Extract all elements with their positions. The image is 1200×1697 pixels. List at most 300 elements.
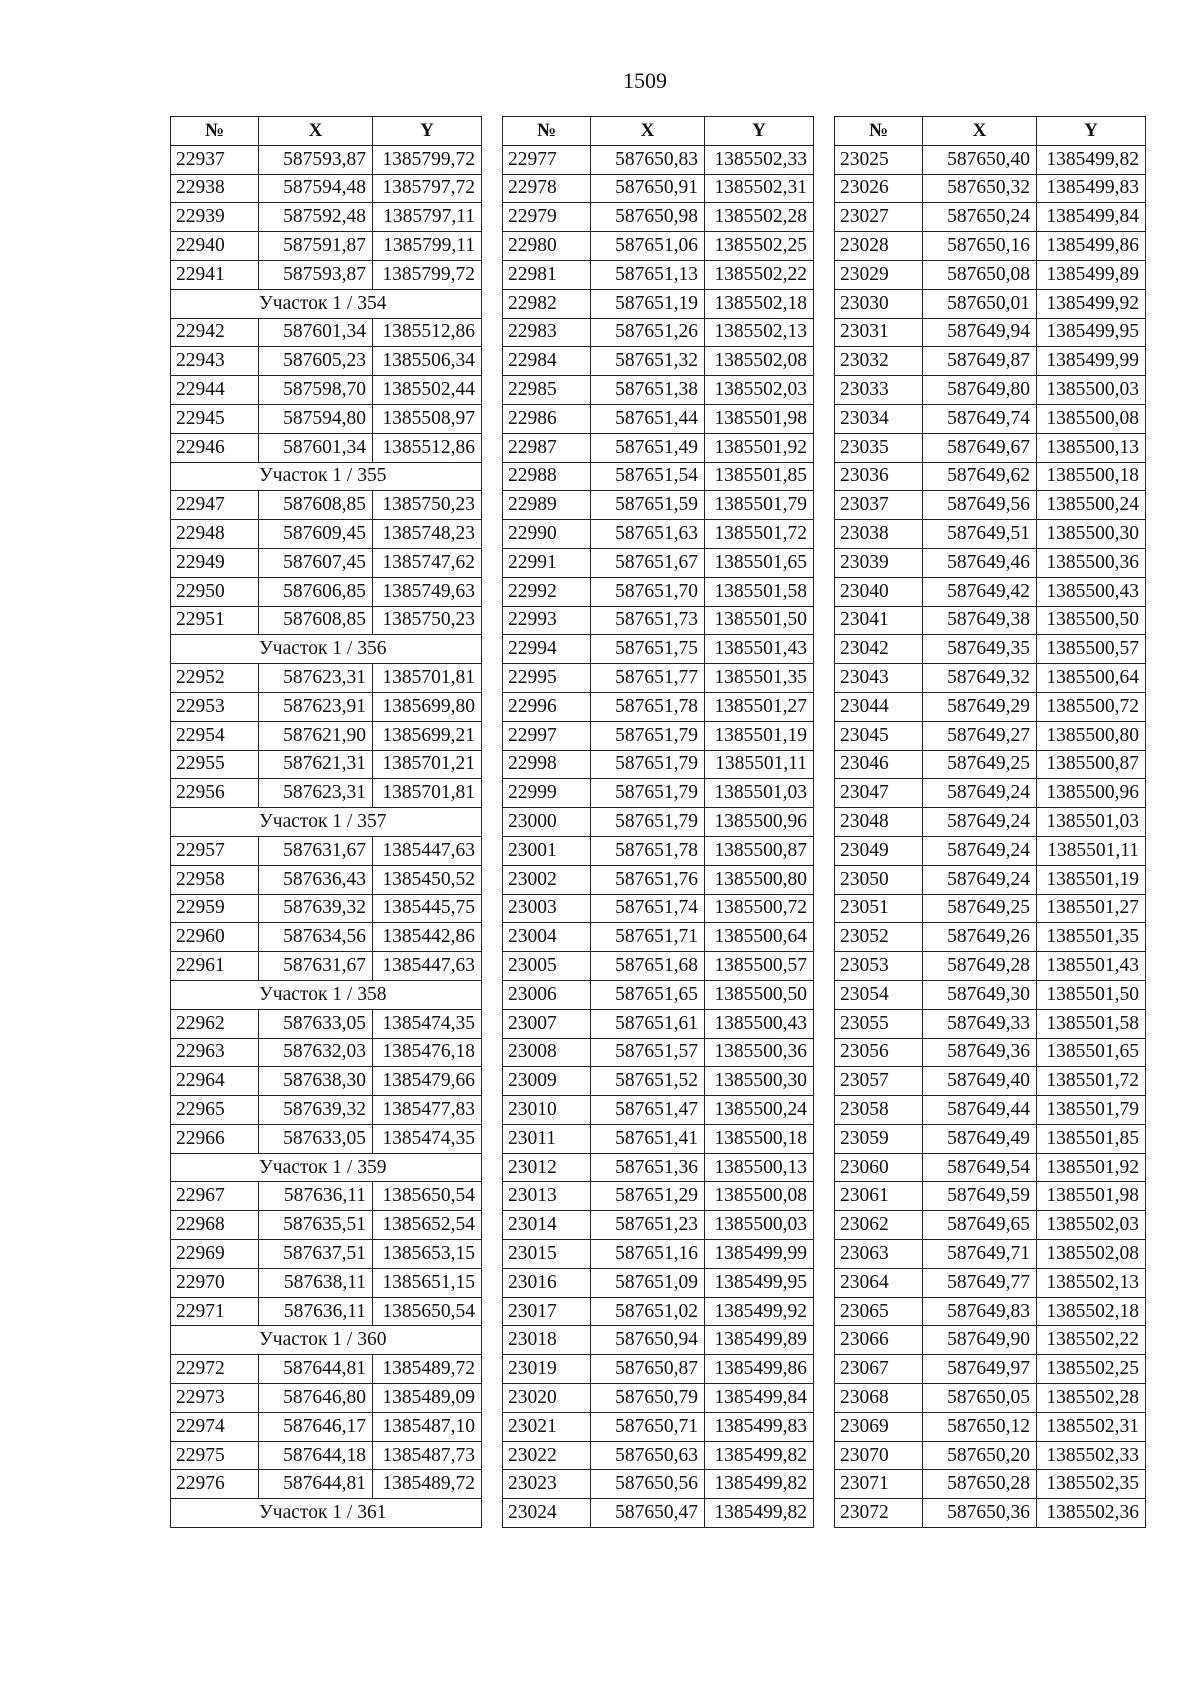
point-number-cell: 23012: [503, 1153, 591, 1182]
point-number-cell: 22963: [171, 1038, 259, 1067]
table-row: [503, 347, 814, 376]
point-number-cell: 22994: [503, 635, 591, 664]
y-coordinate-cell: 1385499,84: [1037, 203, 1146, 232]
point-number-cell: 23035: [835, 433, 923, 462]
x-coordinate-cell: 587593,87: [259, 260, 373, 289]
table-row: [835, 808, 1146, 837]
point-number-cell: 23015: [503, 1240, 591, 1269]
point-number-cell: 22995: [503, 664, 591, 693]
point-number-cell: 22948: [171, 520, 259, 549]
x-coordinate-cell: 587651,79: [591, 779, 705, 808]
y-coordinate-cell: 1385501,35: [1037, 923, 1146, 952]
point-number-cell: 22959: [171, 894, 259, 923]
table-row: [835, 145, 1146, 174]
x-coordinate-cell: 587649,71: [923, 1240, 1037, 1269]
x-coordinate-cell: 587632,03: [259, 1038, 373, 1067]
y-coordinate-cell: 1385501,50: [705, 606, 814, 635]
point-number-cell: 23025: [835, 145, 923, 174]
y-coordinate-cell: 1385699,80: [373, 692, 482, 721]
point-number-cell: 23042: [835, 635, 923, 664]
y-coordinate-cell: 1385499,95: [1037, 318, 1146, 347]
x-coordinate-cell: 587644,18: [259, 1441, 373, 1470]
x-coordinate-cell: 587607,45: [259, 548, 373, 577]
table-row: [171, 203, 482, 232]
y-coordinate-cell: 1385500,64: [705, 923, 814, 952]
table-row: [171, 894, 482, 923]
point-number-cell: 22979: [503, 203, 591, 232]
y-coordinate-cell: 1385499,84: [705, 1384, 814, 1413]
y-coordinate-cell: 1385501,92: [1037, 1153, 1146, 1182]
table-row: [171, 145, 482, 174]
table-row: [835, 1355, 1146, 1384]
table-row: [171, 865, 482, 894]
point-number-cell: 23001: [503, 836, 591, 865]
x-coordinate-cell: 587651,36: [591, 1153, 705, 1182]
table-row: [171, 1096, 482, 1125]
x-coordinate-cell: 587649,42: [923, 577, 1037, 606]
y-coordinate-cell: 1385500,08: [705, 1182, 814, 1211]
y-coordinate-cell: 1385502,33: [1037, 1441, 1146, 1470]
y-coordinate-cell: 1385499,89: [1037, 260, 1146, 289]
table-row: [503, 1499, 814, 1528]
y-coordinate-cell: 1385502,31: [1037, 1412, 1146, 1441]
x-coordinate-cell: 587650,83: [591, 145, 705, 174]
table-row: [835, 952, 1146, 981]
table-row: [171, 1067, 482, 1096]
x-coordinate-cell: 587651,79: [591, 750, 705, 779]
point-number-cell: 22976: [171, 1470, 259, 1499]
y-coordinate-cell: 1385502,03: [1037, 1211, 1146, 1240]
x-coordinate-cell: 587594,48: [259, 174, 373, 203]
y-coordinate-cell: 1385500,43: [705, 1009, 814, 1038]
x-coordinate-cell: 587649,28: [923, 952, 1037, 981]
x-coordinate-cell: 587651,54: [591, 462, 705, 491]
point-number-cell: 23071: [835, 1470, 923, 1499]
table-row: [171, 1240, 482, 1269]
y-coordinate-cell: 1385799,72: [373, 260, 482, 289]
y-coordinate-cell: 1385500,57: [705, 952, 814, 981]
point-number-cell: 22982: [503, 289, 591, 318]
x-coordinate-cell: 587592,48: [259, 203, 373, 232]
point-number-cell: 22971: [171, 1297, 259, 1326]
y-coordinate-cell: 1385508,97: [373, 404, 482, 433]
table-row: [835, 462, 1146, 491]
x-coordinate-cell: 587651,74: [591, 894, 705, 923]
section-row: [171, 462, 482, 491]
header-x: X: [591, 117, 705, 146]
y-coordinate-cell: 1385500,30: [1037, 520, 1146, 549]
table-row: [503, 404, 814, 433]
y-coordinate-cell: 1385500,08: [1037, 404, 1146, 433]
x-coordinate-cell: 587649,59: [923, 1182, 1037, 1211]
point-number-cell: 23028: [835, 232, 923, 261]
x-coordinate-cell: 587651,71: [591, 923, 705, 952]
point-number-cell: 22949: [171, 548, 259, 577]
x-coordinate-cell: 587650,98: [591, 203, 705, 232]
table-row: [503, 692, 814, 721]
section-row: [171, 1153, 482, 1182]
table-row: [835, 779, 1146, 808]
table-row: [503, 232, 814, 261]
point-number-cell: 23058: [835, 1096, 923, 1125]
table-row: [503, 289, 814, 318]
point-number-cell: 23006: [503, 980, 591, 1009]
x-coordinate-cell: 587649,54: [923, 1153, 1037, 1182]
table-row: [503, 520, 814, 549]
point-number-cell: 23029: [835, 260, 923, 289]
x-coordinate-cell: 587650,40: [923, 145, 1037, 174]
x-coordinate-cell: 587593,87: [259, 145, 373, 174]
table-row: [171, 1211, 482, 1240]
point-number-cell: 23008: [503, 1038, 591, 1067]
x-coordinate-cell: 587649,26: [923, 923, 1037, 952]
point-number-cell: 22945: [171, 404, 259, 433]
table-row: [835, 1124, 1146, 1153]
point-number-cell: 22961: [171, 952, 259, 981]
section-label: Участок 1 / 360: [171, 1326, 482, 1355]
point-number-cell: 23023: [503, 1470, 591, 1499]
y-coordinate-cell: 1385479,66: [373, 1067, 482, 1096]
table-row: [503, 1268, 814, 1297]
table-row: [171, 779, 482, 808]
y-coordinate-cell: 1385501,03: [705, 779, 814, 808]
x-coordinate-cell: 587651,63: [591, 520, 705, 549]
point-number-cell: 23010: [503, 1096, 591, 1125]
table-row: [503, 1211, 814, 1240]
y-coordinate-cell: 1385701,81: [373, 779, 482, 808]
point-number-cell: 22985: [503, 376, 591, 405]
y-coordinate-cell: 1385499,82: [705, 1499, 814, 1528]
y-coordinate-cell: 1385502,28: [705, 203, 814, 232]
x-coordinate-cell: 587638,30: [259, 1067, 373, 1096]
page-number: 1509: [623, 68, 667, 93]
y-coordinate-cell: 1385502,33: [705, 145, 814, 174]
point-number-cell: 22940: [171, 232, 259, 261]
x-coordinate-cell: 587651,41: [591, 1124, 705, 1153]
x-coordinate-cell: 587651,79: [591, 808, 705, 837]
point-number-cell: 22973: [171, 1384, 259, 1413]
table-row: [835, 894, 1146, 923]
x-coordinate-cell: 587651,09: [591, 1268, 705, 1297]
y-coordinate-cell: 1385502,08: [1037, 1240, 1146, 1269]
table-row: [171, 1412, 482, 1441]
x-coordinate-cell: 587638,11: [259, 1268, 373, 1297]
section-label: Участок 1 / 359: [171, 1153, 482, 1182]
x-coordinate-cell: 587650,28: [923, 1470, 1037, 1499]
table-row: [835, 1240, 1146, 1269]
y-coordinate-cell: 1385502,36: [1037, 1499, 1146, 1528]
y-coordinate-cell: 1385501,19: [705, 721, 814, 750]
point-number-cell: 23063: [835, 1240, 923, 1269]
y-coordinate-cell: 1385502,44: [373, 376, 482, 405]
x-coordinate-cell: 587606,85: [259, 577, 373, 606]
table-row: [503, 433, 814, 462]
y-coordinate-cell: 1385799,11: [373, 232, 482, 261]
table-row: [835, 520, 1146, 549]
x-coordinate-cell: 587651,23: [591, 1211, 705, 1240]
table-row: [171, 1268, 482, 1297]
table-row: [171, 1182, 482, 1211]
table-row: [503, 635, 814, 664]
y-coordinate-cell: 1385501,27: [1037, 894, 1146, 923]
table-row: [835, 318, 1146, 347]
table-row: [171, 664, 482, 693]
y-coordinate-cell: 1385500,96: [705, 808, 814, 837]
table-row: [503, 894, 814, 923]
header-x: X: [259, 117, 373, 146]
point-number-cell: 23066: [835, 1326, 923, 1355]
table-row: [503, 606, 814, 635]
table-row: [835, 260, 1146, 289]
table-row: [835, 491, 1146, 520]
table-row: [503, 145, 814, 174]
point-number-cell: 23056: [835, 1038, 923, 1067]
y-coordinate-cell: 1385500,64: [1037, 664, 1146, 693]
y-coordinate-cell: 1385500,43: [1037, 577, 1146, 606]
x-coordinate-cell: 587650,36: [923, 1499, 1037, 1528]
table-row: [835, 1038, 1146, 1067]
point-number-cell: 23039: [835, 548, 923, 577]
table-row: [171, 548, 482, 577]
x-coordinate-cell: 587651,78: [591, 692, 705, 721]
table-row: [835, 721, 1146, 750]
x-coordinate-cell: 587651,76: [591, 865, 705, 894]
point-number-cell: 22980: [503, 232, 591, 261]
table-row: [835, 1067, 1146, 1096]
table-row: [503, 1412, 814, 1441]
table-row: [171, 1009, 482, 1038]
point-number-cell: 22939: [171, 203, 259, 232]
table-row: [503, 1470, 814, 1499]
point-number-cell: 22937: [171, 145, 259, 174]
x-coordinate-cell: 587644,81: [259, 1355, 373, 1384]
point-number-cell: 23041: [835, 606, 923, 635]
y-coordinate-cell: 1385502,18: [1037, 1297, 1146, 1326]
y-coordinate-cell: 1385501,79: [1037, 1096, 1146, 1125]
point-number-cell: 22970: [171, 1268, 259, 1297]
y-coordinate-cell: 1385501,79: [705, 491, 814, 520]
y-coordinate-cell: 1385502,31: [705, 174, 814, 203]
table-row: [835, 1153, 1146, 1182]
x-coordinate-cell: 587651,70: [591, 577, 705, 606]
point-number-cell: 23021: [503, 1412, 591, 1441]
point-number-cell: 23061: [835, 1182, 923, 1211]
x-coordinate-cell: 587649,24: [923, 779, 1037, 808]
point-number-cell: 22997: [503, 721, 591, 750]
y-coordinate-cell: 1385500,87: [705, 836, 814, 865]
section-label: Участок 1 / 355: [171, 462, 482, 491]
table-row: [503, 260, 814, 289]
y-coordinate-cell: 1385651,15: [373, 1268, 482, 1297]
point-number-cell: 22952: [171, 664, 259, 693]
x-coordinate-cell: 587651,57: [591, 1038, 705, 1067]
x-coordinate-cell: 587651,77: [591, 664, 705, 693]
point-number-cell: 23059: [835, 1124, 923, 1153]
x-coordinate-cell: 587651,16: [591, 1240, 705, 1269]
x-coordinate-cell: 587649,32: [923, 664, 1037, 693]
point-number-cell: 22969: [171, 1240, 259, 1269]
x-coordinate-cell: 587649,97: [923, 1355, 1037, 1384]
header-y: Y: [705, 117, 814, 146]
y-coordinate-cell: 1385500,24: [1037, 491, 1146, 520]
table-row: [835, 376, 1146, 405]
point-number-cell: 22958: [171, 865, 259, 894]
y-coordinate-cell: 1385650,54: [373, 1182, 482, 1211]
x-coordinate-cell: 587646,17: [259, 1412, 373, 1441]
y-coordinate-cell: 1385502,18: [705, 289, 814, 318]
table-row: [503, 1297, 814, 1326]
table-row: [503, 548, 814, 577]
y-coordinate-cell: 1385500,36: [1037, 548, 1146, 577]
table-row: [171, 952, 482, 981]
point-number-cell: 23040: [835, 577, 923, 606]
point-number-cell: 22996: [503, 692, 591, 721]
table-row: [835, 1326, 1146, 1355]
point-number-cell: 22983: [503, 318, 591, 347]
x-coordinate-cell: 587649,38: [923, 606, 1037, 635]
x-coordinate-cell: 587649,90: [923, 1326, 1037, 1355]
x-coordinate-cell: 587631,67: [259, 952, 373, 981]
table-row: [835, 1268, 1146, 1297]
table-row: [503, 376, 814, 405]
point-number-cell: 22962: [171, 1009, 259, 1038]
point-number-cell: 23046: [835, 750, 923, 779]
table-row: [835, 635, 1146, 664]
table-row: [835, 606, 1146, 635]
x-coordinate-cell: 587594,80: [259, 404, 373, 433]
table-row: [835, 664, 1146, 693]
point-number-cell: 23070: [835, 1441, 923, 1470]
section-row: [171, 980, 482, 1009]
x-coordinate-cell: 587650,56: [591, 1470, 705, 1499]
y-coordinate-cell: 1385501,65: [1037, 1038, 1146, 1067]
header-y: Y: [373, 117, 482, 146]
y-coordinate-cell: 1385487,10: [373, 1412, 482, 1441]
point-number-cell: 23011: [503, 1124, 591, 1153]
x-coordinate-cell: 587651,47: [591, 1096, 705, 1125]
x-coordinate-cell: 587649,35: [923, 635, 1037, 664]
point-number-cell: 23007: [503, 1009, 591, 1038]
point-number-cell: 22998: [503, 750, 591, 779]
point-number-cell: 22981: [503, 260, 591, 289]
coordinates-table-1: [170, 116, 482, 1528]
table-row: [171, 1470, 482, 1499]
y-coordinate-cell: 1385747,62: [373, 548, 482, 577]
x-coordinate-cell: 587650,20: [923, 1441, 1037, 1470]
y-coordinate-cell: 1385750,23: [373, 606, 482, 635]
table-row: [835, 1297, 1146, 1326]
table-row: [503, 462, 814, 491]
table-row: [503, 1153, 814, 1182]
y-coordinate-cell: 1385499,83: [1037, 174, 1146, 203]
header-number: №: [835, 117, 923, 146]
y-coordinate-cell: 1385489,72: [373, 1355, 482, 1384]
table-row: [171, 750, 482, 779]
section-label: Участок 1 / 354: [171, 289, 482, 318]
table-row: [503, 865, 814, 894]
y-coordinate-cell: 1385500,03: [1037, 376, 1146, 405]
x-coordinate-cell: 587650,91: [591, 174, 705, 203]
point-number-cell: 23053: [835, 952, 923, 981]
point-number-cell: 23043: [835, 664, 923, 693]
point-number-cell: 22968: [171, 1211, 259, 1240]
x-coordinate-cell: 587649,67: [923, 433, 1037, 462]
section-label: Участок 1 / 361: [171, 1499, 482, 1528]
x-coordinate-cell: 587651,65: [591, 980, 705, 1009]
table-header-row: [171, 117, 482, 146]
point-number-cell: 23050: [835, 865, 923, 894]
x-coordinate-cell: 587651,19: [591, 289, 705, 318]
point-number-cell: 22964: [171, 1067, 259, 1096]
y-coordinate-cell: 1385501,11: [705, 750, 814, 779]
y-coordinate-cell: 1385652,54: [373, 1211, 482, 1240]
x-coordinate-cell: 587651,68: [591, 952, 705, 981]
table-row: [835, 865, 1146, 894]
point-number-cell: 22975: [171, 1441, 259, 1470]
y-coordinate-cell: 1385500,50: [1037, 606, 1146, 635]
y-coordinate-cell: 1385501,72: [1037, 1067, 1146, 1096]
table-row: [835, 232, 1146, 261]
point-number-cell: 23057: [835, 1067, 923, 1096]
y-coordinate-cell: 1385499,82: [705, 1470, 814, 1499]
table-row: [171, 836, 482, 865]
y-coordinate-cell: 1385500,18: [705, 1124, 814, 1153]
point-number-cell: 23068: [835, 1384, 923, 1413]
x-coordinate-cell: 587623,91: [259, 692, 373, 721]
x-coordinate-cell: 587651,73: [591, 606, 705, 635]
point-number-cell: 23036: [835, 462, 923, 491]
table-row: [171, 433, 482, 462]
table-row: [171, 376, 482, 405]
y-coordinate-cell: 1385500,36: [705, 1038, 814, 1067]
y-coordinate-cell: 1385500,18: [1037, 462, 1146, 491]
x-coordinate-cell: 587649,24: [923, 808, 1037, 837]
x-coordinate-cell: 587635,51: [259, 1211, 373, 1240]
point-number-cell: 22987: [503, 433, 591, 462]
x-coordinate-cell: 587631,67: [259, 836, 373, 865]
y-coordinate-cell: 1385499,99: [705, 1240, 814, 1269]
point-number-cell: 23027: [835, 203, 923, 232]
point-number-cell: 23002: [503, 865, 591, 894]
table-row: [835, 836, 1146, 865]
point-number-cell: 22938: [171, 174, 259, 203]
x-coordinate-cell: 587649,27: [923, 721, 1037, 750]
table-row: [503, 1067, 814, 1096]
table-row: [503, 318, 814, 347]
table-row: [171, 606, 482, 635]
x-coordinate-cell: 587598,70: [259, 376, 373, 405]
table-row: [835, 1182, 1146, 1211]
table-row: [171, 1384, 482, 1413]
y-coordinate-cell: 1385500,72: [1037, 692, 1146, 721]
x-coordinate-cell: 587605,23: [259, 347, 373, 376]
y-coordinate-cell: 1385501,85: [705, 462, 814, 491]
table-row: [171, 1441, 482, 1470]
y-coordinate-cell: 1385499,92: [705, 1297, 814, 1326]
point-number-cell: 22943: [171, 347, 259, 376]
y-coordinate-cell: 1385500,96: [1037, 779, 1146, 808]
table-row: [503, 203, 814, 232]
table-row: [503, 491, 814, 520]
point-number-cell: 23060: [835, 1153, 923, 1182]
section-row: [171, 289, 482, 318]
table-row: [503, 1182, 814, 1211]
table-row: [503, 952, 814, 981]
y-coordinate-cell: 1385502,28: [1037, 1384, 1146, 1413]
point-number-cell: 22990: [503, 520, 591, 549]
x-coordinate-cell: 587651,49: [591, 433, 705, 462]
section-row: [171, 1326, 482, 1355]
